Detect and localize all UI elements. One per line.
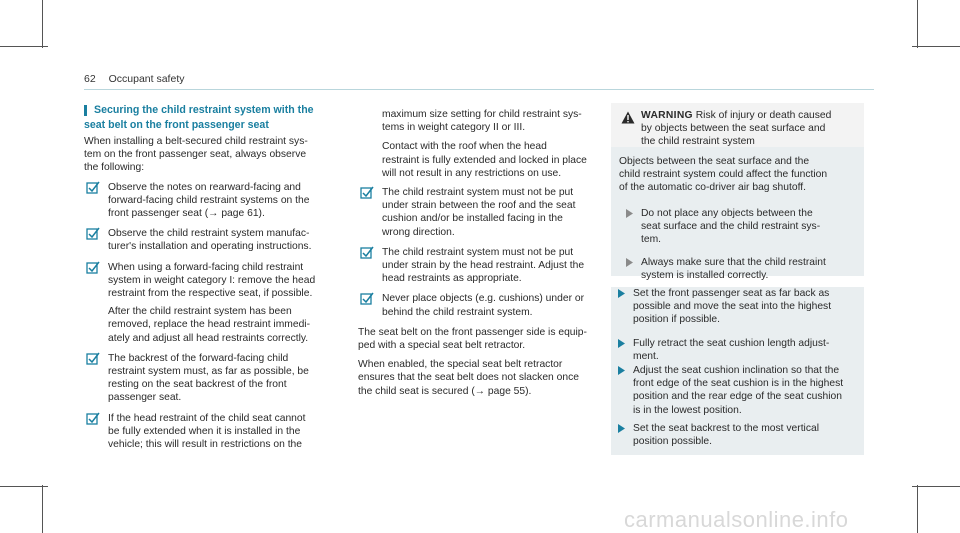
crop-mark xyxy=(0,46,48,47)
arrow-right-icon xyxy=(618,339,625,348)
checkbox-icon xyxy=(86,227,100,241)
crop-mark xyxy=(917,0,918,48)
header-divider xyxy=(84,89,874,90)
crop-mark xyxy=(0,486,48,487)
step-list xyxy=(611,287,864,455)
crop-mark xyxy=(42,485,43,533)
step-item: Set the seat backrest to the most vertical position possible. xyxy=(611,422,864,448)
continued-text: Contact with the roof when the head restraint is fully extended and locked in place will not result in any restrictions on use. xyxy=(382,141,587,179)
checklist-item: The child restraint system must not be put under strain between the roof and the seat cushion and/or be installed facing in the wrong direction. xyxy=(358,186,603,239)
crop-mark xyxy=(912,486,960,487)
step-item: Adjust the seat cushion inclination so that the front edge of the seat cushion is in the highest position and the rear edge of the seat cushion is in the lowest position. xyxy=(611,364,864,417)
body-paragraph: The seat belt on the front passenger side is equip- ped with a special seat belt retractor. xyxy=(358,326,587,352)
heading-bar xyxy=(84,105,87,116)
arrow-right-icon xyxy=(618,366,625,375)
left-column xyxy=(84,103,338,458)
warning-label: WARNING xyxy=(641,110,693,121)
arrow-right-icon xyxy=(626,209,633,218)
arrow-right-icon xyxy=(626,258,633,267)
warning-bullet: Do not place any objects between the seat surface and the child restraint sys- tem. xyxy=(619,207,859,247)
arrow-right-icon xyxy=(618,424,625,433)
warning-bullet: Always make sure that the child restraint system is installed correctly. xyxy=(619,256,859,282)
warning-box xyxy=(611,103,864,282)
step-item: Set the front passenger seat as far back as possible and move the seat into the highest position if possible. xyxy=(611,287,864,327)
crop-mark xyxy=(912,46,960,47)
checkbox-icon xyxy=(360,186,374,200)
page-header xyxy=(84,73,184,85)
checkbox-icon xyxy=(360,246,374,260)
section-heading-line2: seat belt on the front passenger seat xyxy=(84,119,269,131)
checklist-item: The backrest of the forward-facing child restraint system must, as far as possible, be resting on the seat backrest of the front passenger seat. xyxy=(84,352,338,405)
crop-mark xyxy=(917,485,918,533)
step-item: Fully retract the seat cushion length adjust- ment. xyxy=(611,337,864,363)
checklist-item: Observe the notes on rearward-facing and forward-facing child restraint systems on the front passenger seat (→ page 61). xyxy=(84,181,338,221)
watermark: carmanualsonline.info xyxy=(624,507,849,532)
checkbox-icon xyxy=(86,352,100,366)
checkbox-icon xyxy=(86,261,100,275)
arrow-right-icon xyxy=(618,289,625,298)
section-heading: Securing the child restraint system with the xyxy=(84,103,338,117)
middle-column xyxy=(358,108,603,404)
body-paragraph: When enabled, the special seat belt retractor ensures that the seat belt does not slacken once the child seat is secured (→ page 55). xyxy=(358,359,579,397)
intro-paragraph: When installing a belt-secured child restraint sys- tem on the front passenger seat, always observe the following: xyxy=(84,136,308,174)
checklist-item: Observe the child restraint system manufac- turer's installation and operating instructions. xyxy=(84,227,338,253)
checkbox-icon xyxy=(360,292,374,306)
warning-triangle-icon xyxy=(621,111,635,124)
section-title: Occupant safety xyxy=(108,73,185,85)
warning-header xyxy=(611,103,864,147)
crop-mark xyxy=(42,0,43,48)
checklist-item: The child restraint system must not be put under strain by the head restraint. Adjust the head restraints as appropriate. xyxy=(358,246,603,286)
checkbox-icon xyxy=(86,181,100,195)
page-number: 62 xyxy=(84,73,96,85)
checklist-item: Never place objects (e.g. cushions) under or behind the child restraint system. xyxy=(358,292,603,318)
checklist-item: When using a forward-facing child restraint system in weight category I: remove the head restraint from the respective seat, if possible. After the child restraint system has been removed, replace the head restraint immedi- ately and adjust all head restraints correctly. xyxy=(84,261,338,345)
warning-title: WARNING Risk of injury or death caused by objects between the seat surface and the child restraint system xyxy=(641,110,832,148)
warning-body: Objects between the seat surface and the child restraint system could affect the function of the automatic co-driver air bag shutoff. Do not place any objects between the seat surface and the child restraint sys- tem. Always make sure that the child restraint system is installed correctly. xyxy=(619,155,859,283)
continued-text: maximum size setting for child restraint sys- tems in weight category II or III. xyxy=(382,109,582,134)
checkbox-icon xyxy=(86,412,100,426)
checklist-item: If the head restraint of the child seat cannot be fully extended when it is installed in the vehicle; this will result in restrictions on the xyxy=(84,412,338,452)
